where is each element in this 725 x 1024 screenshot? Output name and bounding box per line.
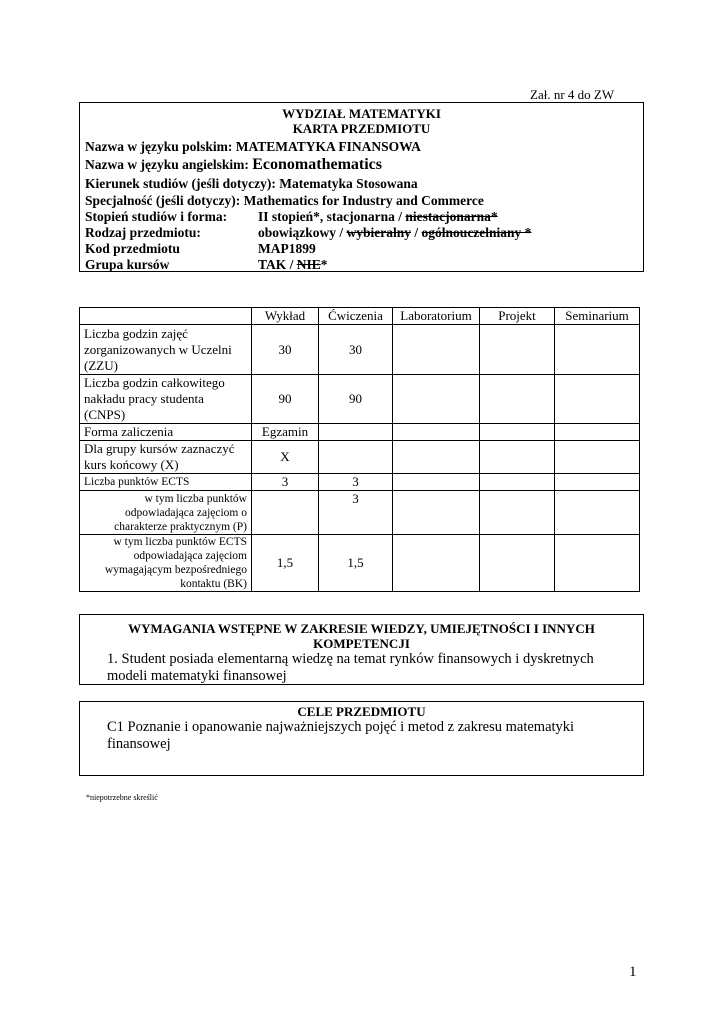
col-header: Wykład bbox=[252, 308, 319, 325]
specjalnosc-row: Specjalność (jeśli dotyczy): Mathematics for Industry and Commerce bbox=[85, 193, 484, 208]
table-cell bbox=[393, 325, 480, 375]
name-en-row bbox=[85, 156, 382, 174]
stopien-value: II stopień*, stacjonarna / bbox=[258, 209, 406, 224]
grupa-star: * bbox=[320, 257, 328, 272]
grupa-row bbox=[85, 257, 328, 273]
table-cell bbox=[393, 474, 480, 491]
rodzaj-row bbox=[85, 225, 531, 241]
name-pl-row bbox=[85, 139, 421, 155]
table-cell bbox=[555, 441, 640, 474]
name-pl-label: Nazwa w języku polskim: bbox=[85, 139, 233, 154]
row-label: Liczba godzin całkowitego nakładu pracy studenta (CNPS) bbox=[80, 375, 252, 424]
course-header-box bbox=[79, 102, 644, 272]
row-label: w tym liczba punktów odpowiadająca zajęciom o charakterze praktycznym (P) bbox=[80, 491, 252, 535]
page-number: 1 bbox=[629, 964, 637, 980]
table-cell: 3 bbox=[319, 491, 393, 535]
col-header: Ćwiczenia bbox=[319, 308, 393, 325]
prerequisite-item: 1. Student posiada elementarną wiedzę na temat rynków finansowych i dyskretnych modeli matematyki finansowej bbox=[107, 651, 594, 684]
course-goals-title: CELE PRZEDMIOTU bbox=[297, 704, 426, 719]
table-row bbox=[80, 491, 640, 535]
kod-row bbox=[85, 241, 316, 257]
footnote: *niepotrzebne skreślić bbox=[86, 793, 158, 802]
rodzaj-value: obowiązkowy / bbox=[258, 225, 347, 240]
stopien-label: Stopień studiów i forma: bbox=[85, 209, 228, 224]
table-header-row bbox=[80, 308, 640, 325]
hours-table bbox=[79, 307, 640, 592]
faculty-title: WYDZIAŁ MATEMATYKI bbox=[282, 106, 441, 121]
table-cell bbox=[480, 535, 555, 592]
row-label: Liczba godzin zajęć zorganizowanych w Uczelni (ZZU) bbox=[80, 325, 252, 375]
table-cell bbox=[252, 491, 319, 535]
table-cell bbox=[393, 441, 480, 474]
grupa-value: TAK / bbox=[258, 257, 297, 272]
table-corner-cell bbox=[80, 308, 252, 325]
table-cell bbox=[555, 474, 640, 491]
table-cell: 30 bbox=[252, 325, 319, 375]
table-cell: Egzamin bbox=[252, 424, 319, 441]
table-cell: 3 bbox=[319, 474, 393, 491]
table-cell bbox=[393, 535, 480, 592]
rodzaj-sep: / bbox=[411, 225, 422, 240]
col-header: Projekt bbox=[480, 308, 555, 325]
row-label: w tym liczba punktów ECTS odpowiadająca zajęciom wymagającym bezpośredniego kontaktu (BK) bbox=[80, 535, 252, 592]
table-row bbox=[80, 535, 640, 592]
name-en-label: Nazwa w języku angielskim: bbox=[85, 157, 249, 172]
table-cell: 30 bbox=[319, 325, 393, 375]
table-cell bbox=[480, 441, 555, 474]
table-row bbox=[80, 424, 640, 441]
table-cell: X bbox=[252, 441, 319, 474]
table-cell bbox=[480, 474, 555, 491]
table-cell bbox=[319, 424, 393, 441]
kod-label: Kod przedmiotu bbox=[85, 241, 180, 256]
table-cell bbox=[393, 375, 480, 424]
table-cell bbox=[555, 325, 640, 375]
table-cell bbox=[555, 424, 640, 441]
name-en-value: Economathematics bbox=[252, 156, 383, 173]
course-goal-item: C1 Poznanie i opanowanie najważniejszych pojęć i metod z zakresu matematyki finansowej bbox=[107, 719, 575, 752]
table-cell bbox=[480, 491, 555, 535]
table-cell bbox=[555, 375, 640, 424]
table-cell: 1,5 bbox=[252, 535, 319, 592]
name-pl-value: MATEMATYKA FINANSOWA bbox=[235, 139, 421, 154]
table-cell bbox=[555, 491, 640, 535]
table-row bbox=[80, 474, 640, 491]
row-label: Forma zaliczenia bbox=[80, 424, 252, 441]
table-cell bbox=[393, 491, 480, 535]
rodzaj-label: Rodzaj przedmiotu: bbox=[85, 225, 201, 240]
attachment-note: Zał. nr 4 do ZW bbox=[530, 87, 615, 102]
card-title: KARTA PRZEDMIOTU bbox=[292, 121, 431, 136]
table-row bbox=[80, 441, 640, 474]
col-header: Seminarium bbox=[555, 308, 640, 325]
table-cell: 90 bbox=[319, 375, 393, 424]
grupa-struck: NIE bbox=[296, 257, 321, 272]
table-cell bbox=[555, 535, 640, 592]
table-cell bbox=[393, 424, 480, 441]
table-cell: 3 bbox=[252, 474, 319, 491]
rodzaj-struck-1: wybieralny bbox=[346, 225, 412, 240]
col-header: Laboratorium bbox=[393, 308, 480, 325]
kierunek-row: Kierunek studiów (jeśli dotyczy): Matematyka Stosowana bbox=[85, 176, 418, 191]
prerequisites-box bbox=[79, 614, 644, 685]
table-cell: 1,5 bbox=[319, 535, 393, 592]
row-label: Liczba punktów ECTS bbox=[80, 474, 252, 491]
stopien-row bbox=[85, 209, 498, 225]
table-row bbox=[80, 325, 640, 375]
rodzaj-struck-2: ogólnouczelniany * bbox=[421, 225, 532, 240]
prerequisites-title: WYMAGANIA WSTĘPNE W ZAKRESIE WIEDZY, UMIEJĘTNOŚCI I INNYCH KOMPETENCJI bbox=[128, 621, 595, 651]
table-cell bbox=[319, 441, 393, 474]
table-cell bbox=[480, 375, 555, 424]
table-cell: 90 bbox=[252, 375, 319, 424]
stopien-struck: niestacjonarna* bbox=[405, 209, 498, 224]
table-cell bbox=[480, 325, 555, 375]
kod-value: MAP1899 bbox=[258, 241, 316, 256]
course-goals-box bbox=[79, 701, 644, 776]
table-row bbox=[80, 375, 640, 424]
grupa-label: Grupa kursów bbox=[85, 257, 170, 272]
table-cell bbox=[480, 424, 555, 441]
row-label: Dla grupy kursów zaznaczyć kurs końcowy (X) bbox=[80, 441, 252, 474]
